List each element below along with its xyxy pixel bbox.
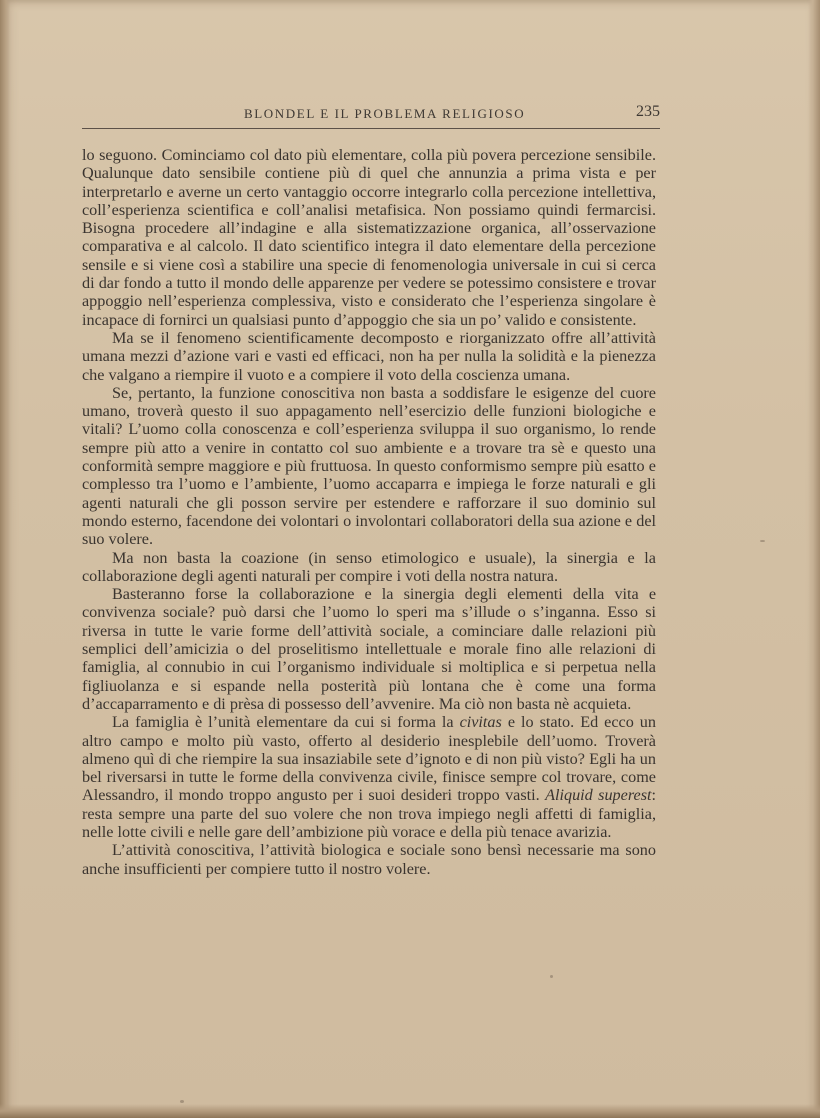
aliquid-superest-italic: Aliquid superest	[545, 786, 652, 805]
running-title: BLONDEL E IL PROBLEMA RELIGIOSO	[244, 106, 526, 121]
paragraph-2: Ma se il fenomeno scientificamente decomposto e riorganizzato offre all’attività umana mezzi d’azione vari e vasti ed efficaci, non ha per nulla la solidità e la pienezza che valgano a riempire il vuoto e a compiere il voto della coscienza umana.	[82, 328, 656, 384]
page-left-edge	[0, 0, 10, 1118]
body-text	[82, 146, 656, 878]
paragraph-6-part-b: e lo stato. Ed ecco un altro campo e molto più vasto, offerto al desiderio inesplebile dell’uomo. Troverà almeno quì di che riempire la sua insaziabile sete d’ignoto e di non più visto? Egli ha un bel riversarsi in tutte le forme della convivenza civile, finisce sempre col trovare, come Alessandro, il mondo troppo angusto per i suoi desideri troppo vasti.	[82, 713, 656, 805]
paragraph-1: lo seguono. Cominciamo col dato più elementare, colla più povera percezione sensibile. Qualunque dato sensibile contiene più di quel che annunzia a prima vista e per interpretarlo e averne un certo vantaggio occorre integrarlo colla percezione intellettiva, coll’esperienza scientifica e coll’analisi metafisica. Non possiamo quindi fermarcisi. Bisogna procedere all’indagine e alla sistematizzazione organica, all’osservazione comparativa e al calcolo. Il dato scientifico integra il dato elementare della percezione sensile e si viene così a stabilire una specie di fenomenologia universale in cui si cerca di dar fondo a tutto il mondo delle apparenze per vedere se potessimo consistere e trovar appoggio nell’esperienza complessiva, visto e considerato che l’esperienza singolare è incapace di fornirci un qualsiasi punto d’appoggio che sia un po’ valido e consistente.	[82, 146, 656, 329]
paragraph-4: Ma non basta la coazione (in senso etimologico e usuale), la sinergia e la collaborazione degli agenti naturali per compire i voti della nostra natura.	[82, 548, 656, 585]
paragraph-5: Basteranno forse la collaborazione e la sinergia degli elementi della vita e convivenza sociale? può darsi che l’uomo lo speri ma s’illude o s’inganna. Esso si riversa in tutte le varie forme dell’attività sociale, a cominciare dalle relazioni più semplici dell’amicizia o del proselitismo intellettuale e morale fino alle relazioni di famiglia, al connubio in cui l’organismo individuale si moltiplica e si perpetua nella figliuolanza e si espande nella posterità più lontana che è come una forma d’accaparramento e di prèsa di possesso dell’avvenire. Ma ciò non basta nè acquieta.	[82, 585, 656, 713]
paper-speck	[180, 1100, 184, 1103]
paper-speck	[550, 975, 553, 978]
paragraph-7: L’attività conoscitiva, l’attività biologica e sociale sono bensì necessarie ma sono anche insufficienti per compiere tutto il nostro volere.	[82, 841, 656, 878]
civitas-italic: civitas	[459, 713, 502, 732]
paragraph-6	[82, 713, 656, 841]
page-number: 235	[636, 103, 660, 120]
paragraph-6-part-a: La famiglia è l’unità elementare da cui si forma la	[112, 713, 460, 732]
running-header	[82, 104, 660, 129]
paragraph-6-part-c: : resta sempre una parte del suo volere che non trova impiego negli affetti di famiglia, nelle lotte civili e nelle gare dell’ambizione più vorace e della più tenace avarizia.	[82, 786, 657, 841]
page-right-edge	[808, 0, 820, 1118]
paragraph-3: Se, pertanto, la funzione conoscitiva non basta a soddisfare le esigenze del cuore umano, troverà questo il suo appagamento nell’esercizio delle funzioni biologiche e vitali? L’uomo colla conoscenza e coll’esperienza sviluppa il suo organismo, lo rende sempre più atto a venire in contatto col suo ambiente e a trovare tra sè e questo una conformità sempre maggiore e più fruttuosa. In questo conformismo sempre più esatto e complesso tra l’uomo e l’ambiente, l’uomo accaparra e impiega le forze naturali e gli agenti naturali che gli posson servire per estendere e rafforzare il suo dominio sul mondo esterno, facendone dei volontari o involontari collaboratori della sua azione e del suo volere.	[82, 383, 656, 549]
paper-speck	[760, 540, 765, 542]
page-bottom-edge	[0, 1104, 820, 1118]
